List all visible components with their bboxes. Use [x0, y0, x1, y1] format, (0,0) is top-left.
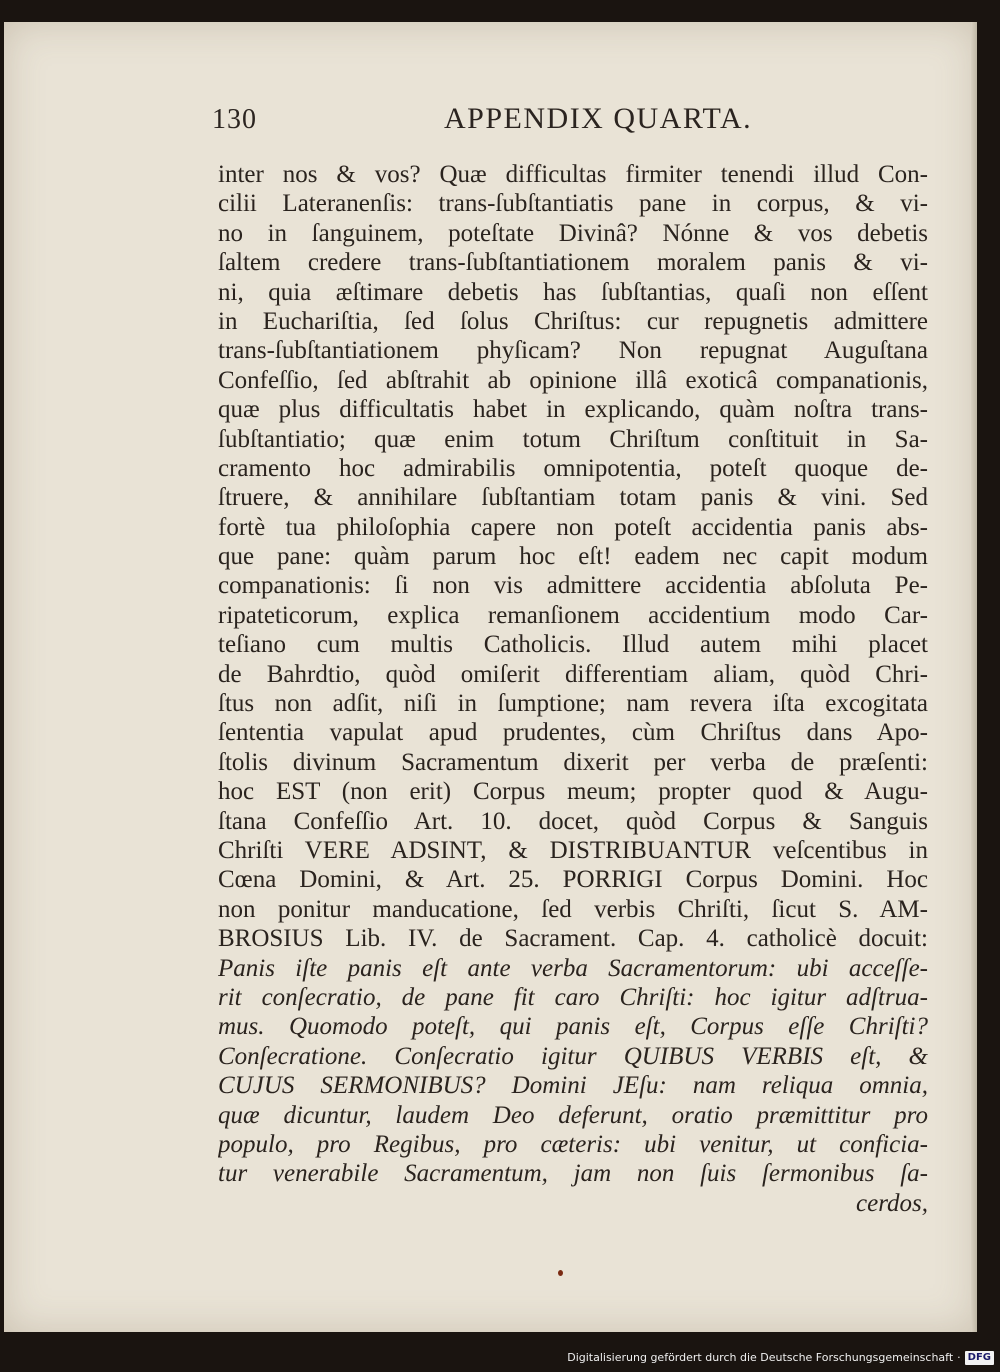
book-page [4, 22, 977, 1332]
text-line: ſtolis divinum Sacramentum dixerit per verba de præſenti: [218, 748, 928, 776]
text-line: Chriſti VERE ADSINT, & DISTRIBUANTUR veſcentibus in [218, 836, 928, 864]
text-line: quæ dicuntur, laudem Deo deferunt, oratio præmittitur pro [218, 1101, 928, 1129]
text-line: companationis: ſi non vis admittere accidentia abſoluta Pe- [218, 572, 928, 600]
page-edge [971, 22, 977, 1332]
text-line: hoc EST (non erit) Corpus meum; propter quod & Augu- [218, 778, 928, 806]
text-line: fortè tua philoſophia capere non poteſt accidentia panis abs- [218, 513, 928, 541]
text-line: Cœna Domini, & Art. 25. PORRIGI Corpus Domini. Hoc [218, 866, 928, 894]
running-title: APPENDIX QUARTA. [444, 102, 753, 135]
text-line: ni, quia æſtimare debetis has ſubſtantias, quaſi non eſſent [218, 278, 928, 306]
footer-text: Digitalisierung gefördert durch die Deutsche Forschungsgemeinschaft [567, 1351, 954, 1364]
ink-dot [558, 1270, 563, 1276]
text-line: trans-ſubſtantiationem phyſicam? Non repugnat Auguſtana [218, 337, 928, 365]
text-line: cramento hoc admirabilis omnipotentia, poteſt quoque de- [218, 454, 928, 482]
text-line: ſaltem credere trans-ſubſtantiationem moralem panis & vi- [218, 249, 928, 277]
catchword-line: cerdos, [856, 1189, 928, 1217]
footer-separator: · [957, 1351, 961, 1364]
text-line: Panis iſte panis eſt ante verba Sacramentorum: ubi acceſſe- [218, 954, 928, 982]
body-text [218, 160, 928, 1218]
text-line: cilii Lateranenſis: trans-ſubſtantiatis pane in corpus, & vi- [218, 190, 928, 218]
page-number: 130 [212, 104, 257, 135]
text-line: ſtana Confeſſio Art. 10. docet, quòd Corpus & Sanguis [218, 807, 928, 835]
text-line: ſubſtantiatio; quæ enim totum Chriſtum conſtituit in Sa- [218, 425, 928, 453]
text-line: populo, pro Regibus, pro cæteris: ubi venitur, ut conficia- [218, 1130, 928, 1158]
text-line: tur venerabile Sacramentum, jam non ſuis ſermonibus ſa- [218, 1160, 928, 1188]
text-line: teſiano cum multis Catholicis. Illud autem mihi placet [218, 631, 928, 659]
dfg-logo-icon: DFG [965, 1351, 994, 1365]
text-line: BROSIUS Lib. IV. de Sacrament. Cap. 4. catholicè docuit: [218, 925, 928, 953]
text-line: ſtruere, & annihilare ſubſtantiam totam panis & vini. Sed [218, 484, 928, 512]
text-line: quæ plus difficultatis habet in explicando, quàm noſtra trans- [218, 396, 928, 424]
text-line: Confeſſio, ſed abſtrahit ab opinione illâ exoticâ companationis, [218, 366, 928, 394]
text-line: rit conſecratio, de pane fit caro Chriſti: hoc igitur adſtrua- [218, 983, 928, 1011]
page-header [212, 100, 932, 144]
text-line: ſtus non adſit, niſi in ſumptione; nam revera iſta excogitata [218, 690, 928, 718]
text-line: mus. Quomodo poteſt, qui panis eſt, Corpus eſſe Chriſti? [218, 1013, 928, 1041]
text-line: de Bahrdtio, quòd omiſerit differentiam aliam, quòd Chri- [218, 660, 928, 688]
text-line: no in ſanguinem, poteſtate Divinâ? Nónne & vos debetis [218, 219, 928, 247]
text-line: non ponitur manducatione, ſed verbis Chriſti, ſicut S. AM- [218, 895, 928, 923]
text-line: ripateticorum, explica remanſionem accidentium modo Car- [218, 601, 928, 629]
footer-credit [567, 1348, 994, 1368]
text-line: Conſecratione. Conſecratio igitur QUIBUS VERBIS eſt, & [218, 1042, 928, 1070]
text-line: CUJUS SERMONIBUS? Domini JEſu: nam reliqua omnia, [218, 1072, 928, 1100]
text-line: inter nos & vos? Quæ difficultas firmiter tenendi illud Con- [218, 161, 928, 188]
text-line: que pane: quàm parum hoc eſt! eadem nec capit modum [218, 543, 928, 571]
text-line: in Euchariſtia, ſed ſolus Chriſtus: cur repugnetis admittere [218, 307, 928, 335]
text-line: ſententia vapulat apud prudentes, cùm Chriſtus dans Apo- [218, 719, 928, 747]
